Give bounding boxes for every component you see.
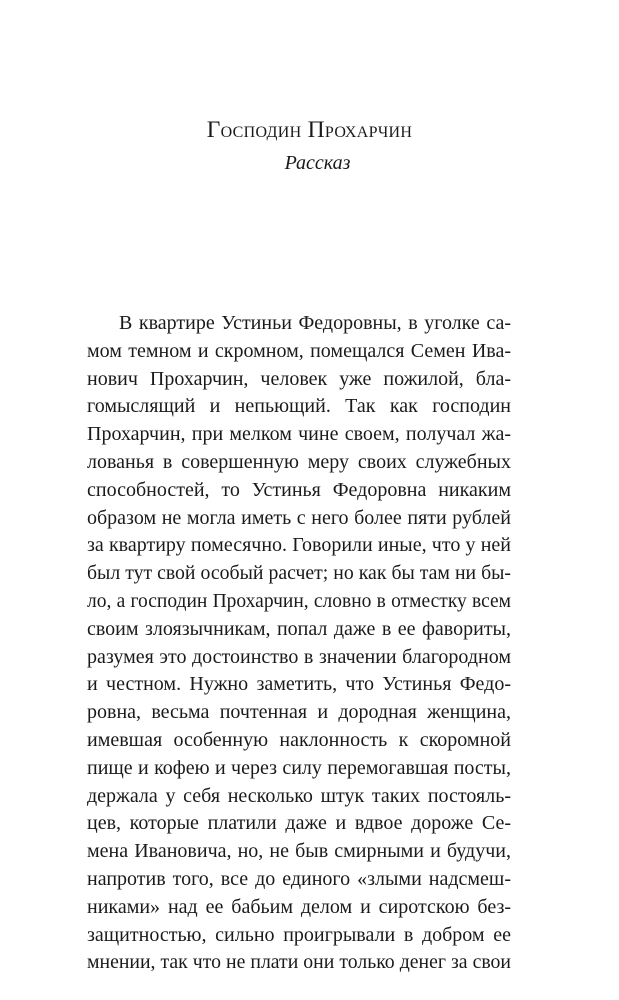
text-line: защитностью, сильно проигрывали в добром ее bbox=[87, 923, 511, 946]
body-paragraph bbox=[87, 310, 511, 977]
text-line: мнении, так что не плати они только денег за свои bbox=[87, 951, 511, 974]
text-line: ровна, весьма почтенная и дородная женщина, bbox=[87, 701, 511, 724]
text-line: ло, а господин Прохарчин, словно в отместку всем bbox=[87, 590, 511, 612]
text-line: лованья в совершенную меру своих служебных bbox=[87, 450, 511, 473]
chapter-title: Господин Прохарчин bbox=[206, 117, 413, 143]
text-line: разумея это достоинство в значении благородном bbox=[87, 645, 511, 668]
text-line: и честном. Нужно заметить, что Устинья Федо- bbox=[87, 673, 511, 696]
text-line: В квартире Устиньи Федоровны, в уголке са- bbox=[119, 312, 511, 334]
text-line: пище и кофею и через силу перемогавшая посты, bbox=[87, 756, 511, 779]
chapter-subtitle: Рассказ bbox=[284, 152, 351, 174]
text-line: образом не могла иметь с него более пяти рублей bbox=[87, 506, 511, 529]
text-line: гомыслящий и непьющий. Так как господин bbox=[87, 395, 511, 418]
text-line: своим злоязычникам, попал даже в ее фавориты, bbox=[87, 617, 511, 640]
text-line: за квартиру помесячно. Говорили иные, что у ней bbox=[87, 534, 511, 557]
text-line: никами» над ее бабьим делом и сиротскою без- bbox=[87, 895, 511, 918]
text-line: держала у себя несколько штук таких постояль- bbox=[87, 784, 511, 807]
text-line: цев, которые платили даже и вдвое дороже Се- bbox=[87, 812, 511, 835]
text-line: был тут свой особый расчет; но как бы там ни бы- bbox=[87, 562, 511, 585]
text-line: Прохарчин, при мелком чине своем, получал жа- bbox=[87, 423, 511, 446]
text-line: мом темном и скромном, помещался Семен Ива- bbox=[87, 339, 511, 362]
text-line: нович Прохарчин, человек уже пожилой, бла- bbox=[87, 367, 511, 390]
text-line: имевшая особенную наклонность к скоромной bbox=[87, 728, 511, 751]
text-line: способностей, то Устинья Федоровна никаким bbox=[87, 478, 511, 501]
text-line: напротив того, все до единого «злыми надсмеш- bbox=[87, 867, 511, 890]
text-line: мена Ивановича, но, не быв смирными и будучи, bbox=[87, 840, 511, 863]
